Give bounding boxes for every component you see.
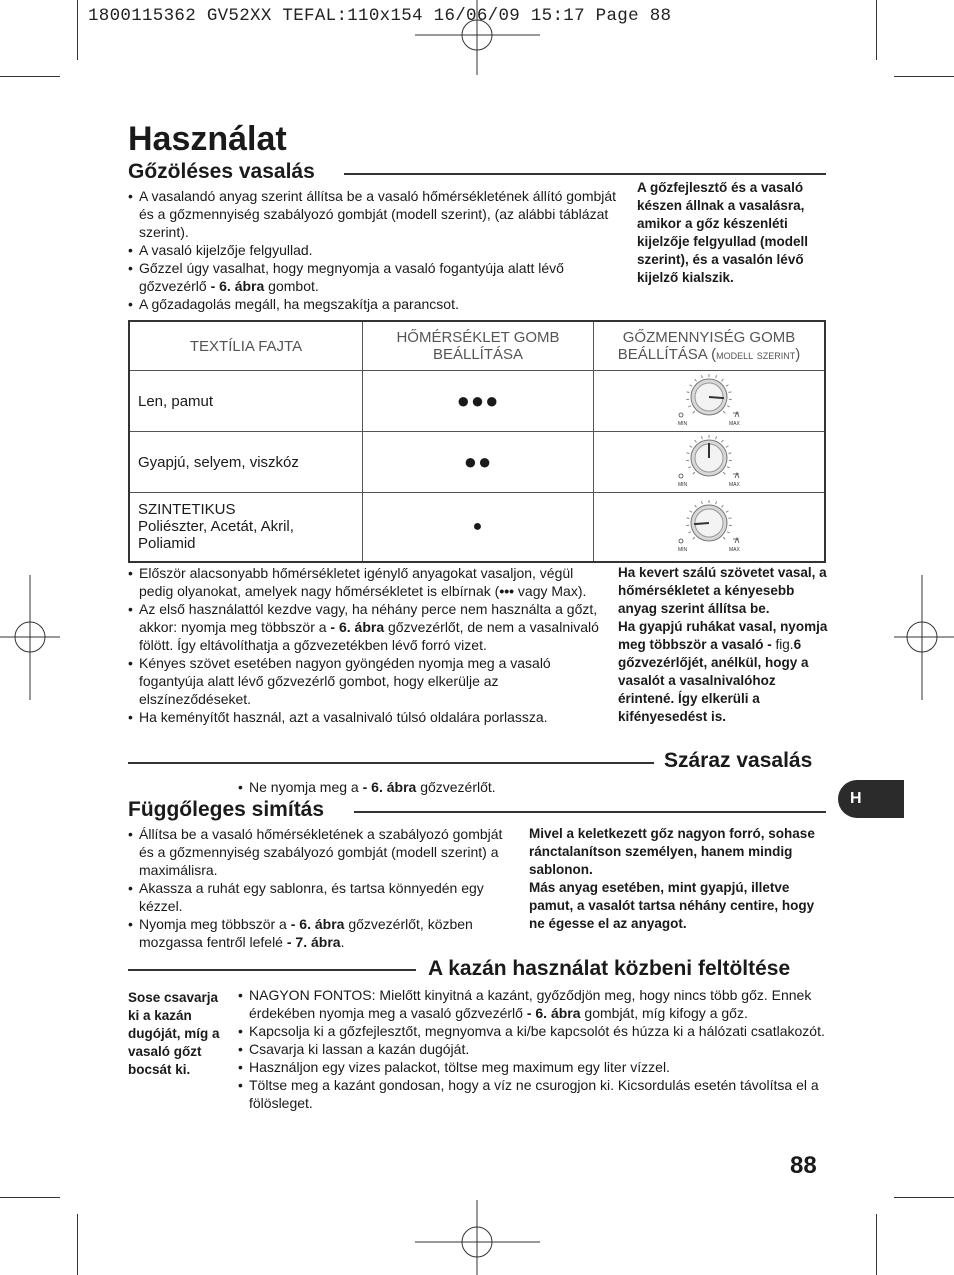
list-item: • Használjon egy vizes palackot, töltse meg maximum egy liter vízzel. bbox=[238, 1058, 830, 1076]
dial-pointer bbox=[694, 523, 709, 524]
dial-min-label: MIN bbox=[678, 482, 688, 488]
steam-max-icon bbox=[733, 473, 739, 478]
header-temp: HŐMÉRSÉKLET GOMB BEÁLLÍTÁSA bbox=[363, 321, 594, 371]
list-item: • Először alacsonyabb hőmérsékletet igénylő anyagokat vasaljon, végül pedig olyanokat, amelyek nagy hőmérsékletet is elbírnak (••• vagy Max). bbox=[128, 564, 610, 600]
registration-mark-bottom bbox=[415, 1200, 540, 1275]
list-item: • Gőzzel úgy vasalhat, hogy megnyomja a vasaló fogantyúja alatt lévő gőzvezérlő - 6. ábra gombot. bbox=[128, 259, 618, 295]
steam-min-icon bbox=[679, 474, 683, 478]
language-tab: H bbox=[838, 780, 904, 818]
registration-mark-top bbox=[415, 0, 540, 75]
table-header-row bbox=[129, 321, 825, 371]
list-item: • Kényes szövet esetében nagyon gyöngéden nyomja meg a vasaló fogantyúja alatt lévő gőzvezérlő gombot, hogy elkerülje az elszíneződéseket. bbox=[128, 654, 610, 708]
list-item: • Az első használattól kezdve vagy, ha néhány perce nem használta a gőzt, akkor: nyomja meg többször a - 6. ábra gőzvezérlőt, de nem a vasalnivaló fölött. Így eltávolíthatja a gőzvezetékben lévő forró vizet. bbox=[128, 600, 610, 654]
section-title-dry-ironing: Száraz vasalás bbox=[664, 749, 813, 772]
steam-dial-icon bbox=[669, 497, 749, 553]
side-note-steam-ready: A gőzfejlesztő és a vasaló készen állnak a vasalásra, amikor a gőz készenléti kijelzője felgyullad (modell szerint), és a vasalón lévő kijelző kialszik. bbox=[637, 180, 809, 285]
steam-max-icon bbox=[733, 538, 739, 543]
table-row bbox=[129, 493, 825, 562]
section-rule bbox=[128, 762, 654, 764]
side-note-mixed-fabric: Ha kevert szálú szövetet vasal, a hőmérsékletet a kényesebb anyag szerint állítsa be. Ha gyapjú ruhákat vasal, nyomja meg többször a vasaló - fig.6 gőzvezérlőjét, anélkül, hogy a vasalót a vasalnivalóhoz érintené. Így elkerüli a kifényesedést is. bbox=[618, 565, 828, 724]
temp-dots: ● bbox=[363, 493, 594, 562]
dry-ironing-list bbox=[238, 778, 738, 796]
list-item: • Nyomja meg többször a - 6. ábra gőzvezérlőt, közben mozgassa fentről lefelé - 7. ábra. bbox=[128, 915, 510, 951]
section-rule bbox=[344, 173, 826, 175]
dial-max-label: MAX bbox=[729, 421, 740, 427]
side-note-boiler-cap: Sose csavarja ki a kazán dugóját, míg a vasaló gőzt bocsát ki. bbox=[128, 990, 220, 1077]
list-item: • Csavarja ki lassan a kazán dugóját. bbox=[238, 1040, 830, 1058]
list-item: • Ha keményítőt használ, azt a vasalnivaló túlsó oldalára porlassza. bbox=[128, 708, 610, 726]
section-rule bbox=[128, 969, 416, 971]
temp-dots: ●● bbox=[363, 432, 594, 493]
fabric-cell: SZINTETIKUS Poliészter, Acetát, Akril, Poliamid bbox=[129, 493, 363, 562]
fabric-cell: Gyapjú, selyem, viszkóz bbox=[129, 432, 363, 493]
dial-min-label: MIN bbox=[678, 421, 688, 427]
dial-min-label: MIN bbox=[678, 546, 688, 553]
steam-max-icon bbox=[733, 412, 739, 417]
registration-mark-left bbox=[0, 575, 60, 700]
temp-dots: ●●● bbox=[363, 371, 594, 432]
registration-mark-right bbox=[894, 575, 954, 700]
list-item: • A vasalandó anyag szerint állítsa be a vasaló hőmérsékletének állító gombját és a gőzmennyiség szabályozó gombját (modell szerint), (az alábbi táblázat szerint). bbox=[128, 187, 618, 241]
table-row bbox=[129, 432, 825, 493]
refill-list bbox=[238, 986, 830, 1112]
section-title-refill: A kazán használat közbeni feltöltése bbox=[428, 957, 791, 980]
list-item: • Kapcsolja ki a gőzfejlesztőt, megnyomva a ki/be kapcsolót és húzza ki a hálózati csatlakozót. bbox=[238, 1022, 830, 1040]
side-note-hot-steam: Mivel a keletkezett gőz nagyon forró, sohase ránctalanítson személyen, hanem mindig sablonon. Más anyag esetében, mint gyapjú, illetve pamut, a vasalót tartsa néhány centire, hogy ne égesse el az anyagot. bbox=[529, 826, 815, 931]
page-title: Használat bbox=[128, 120, 287, 158]
steam-min-icon bbox=[679, 539, 683, 543]
steam-ironing-list bbox=[128, 187, 618, 313]
vertical-list bbox=[128, 825, 510, 951]
header-steam: GŐZMENNYISÉG GOMB BEÁLLÍTÁSA (modell szerint) bbox=[594, 321, 826, 371]
section-rule bbox=[354, 811, 826, 813]
table-row bbox=[129, 371, 825, 432]
list-item: • Állítsa be a vasaló hőmérsékletének a szabályozó gombját és a gőzmennyiség szabályozó gombját (modell szerint) a maximálisra. bbox=[128, 825, 510, 879]
fabric-cell: Len, pamut bbox=[129, 371, 363, 432]
print-header: 1800115362 GV52XX TEFAL:110x154 16/06/09 15:17 Page 88 bbox=[88, 6, 672, 26]
steam-dial-icon bbox=[669, 371, 749, 427]
section-title-steam-ironing: Gőzöléses vasalás bbox=[128, 160, 315, 183]
steam-dial-icon bbox=[669, 432, 749, 488]
header-fabric: TEXTÍLIA FAJTA bbox=[129, 321, 363, 371]
list-item: • Akassza a ruhát egy sablonra, és tartsa könnyedén egy kézzel. bbox=[128, 879, 510, 915]
list-item: • NAGYON FONTOS: Mielőtt kinyitná a kazánt, győződjön meg, hogy nincs több gőz. Ennek érdekében nyomja meg a vasaló gőzvezérlő - 6. ábra gombját, míg kifogy a gőz. bbox=[238, 986, 830, 1022]
dial-max-label: MAX bbox=[729, 546, 740, 553]
section-title-vertical: Függőleges simítás bbox=[128, 798, 325, 821]
dial-max-label: MAX bbox=[729, 482, 740, 488]
list-item: • Ne nyomja meg a - 6. ábra gőzvezérlőt. bbox=[238, 778, 738, 796]
list-item: • A gőzadagolás megáll, ha megszakítja a parancsot. bbox=[128, 295, 618, 313]
dial-pointer bbox=[709, 397, 724, 398]
list-item: • Töltse meg a kazánt gondosan, hogy a víz ne csurogjon ki. Kicsordulás esetén távolítsa el a fölösleget. bbox=[238, 1076, 830, 1112]
settings-table bbox=[128, 320, 826, 563]
page-number: 88 bbox=[790, 1152, 817, 1179]
list-item: • A vasaló kijelzője felgyullad. bbox=[128, 241, 618, 259]
steam-min-icon bbox=[679, 413, 683, 417]
steam-tips-list bbox=[128, 564, 610, 726]
